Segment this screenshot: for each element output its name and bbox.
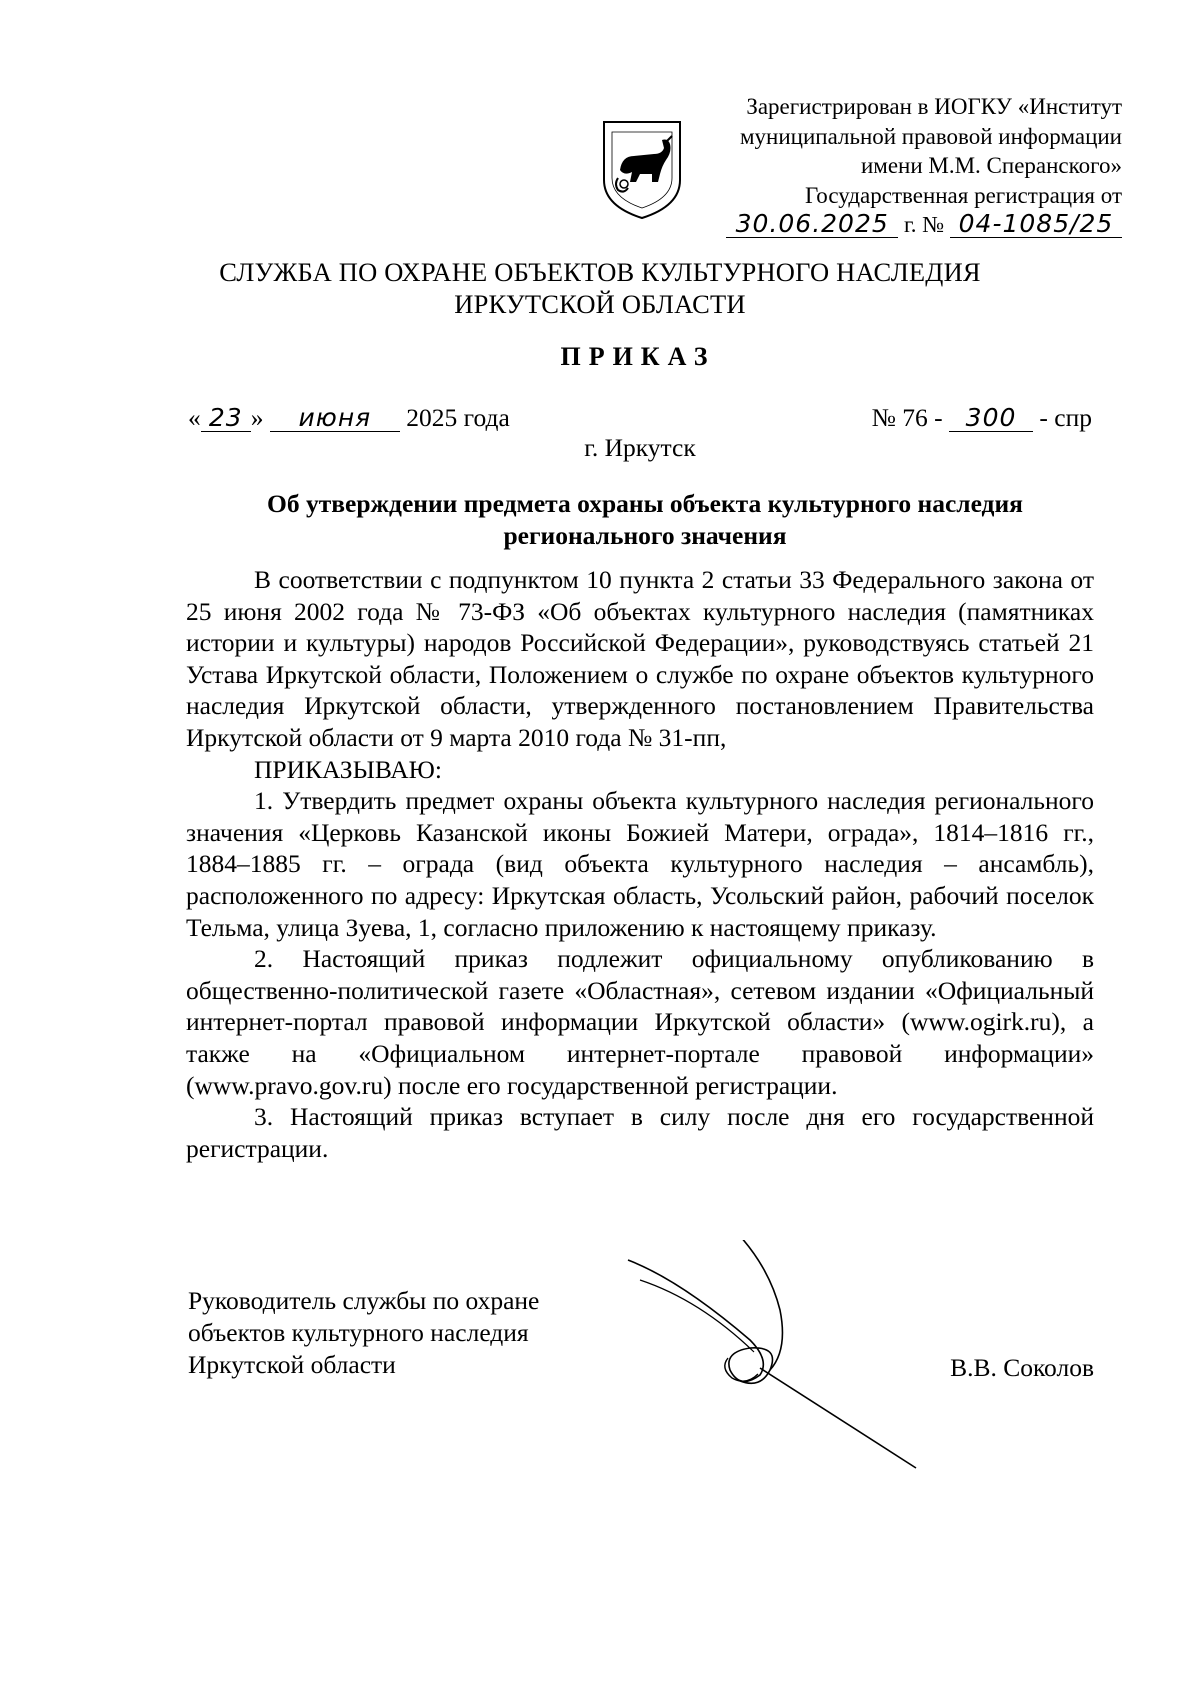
registration-date: 30.06.2025 [726, 211, 898, 238]
order-date-day: 23 [201, 405, 251, 432]
order-title: ПРИКАЗ [560, 342, 716, 371]
signer-title-line-3: Иркутской области [188, 1350, 396, 1379]
order-date [188, 403, 510, 433]
order-subject [0, 488, 1200, 552]
signer-title [188, 1285, 539, 1381]
registration-line-1: Зарегистрирован в ИОГКУ «Институт [746, 94, 1122, 119]
order-item-2: 2. Настоящий приказ подлежит официальному опубликованию в общественно-политической газете «Областная», сетевом издании «Официальный интернет-портал правовой информации Иркутской области» (www.ogirk.ru), а также на «Официальном интернет-портале правовой информации» (www.pravo.gov.ru) после его государственной регистрации. [186, 944, 1094, 1100]
order-city: г. Иркутск [584, 433, 696, 462]
signer-title-line-1: Руководитель службы по охране [188, 1286, 540, 1315]
order-subject-line-2: регионального значения [503, 521, 787, 550]
agency-name-line-2: ИРКУТСКОЙ ОБЛАСТИ [454, 289, 746, 319]
order-number-prefix: № 76 - [871, 403, 943, 432]
order-item-1: 1. Утвердить предмет охраны объекта культурного наследия регионального значения «Церковь Казанской иконы Божией Матери, ограда», 1814–1816 гг., 1884–1885 гг. – ограда (вид объекта культурного наследия – ансамбль), расположенного по адресу: Иркутская область, Усольский район, рабочий поселок Тельма, улица Зуева, 1, согласно приложению к настоящему приказу. [186, 786, 1094, 942]
order-item-3: 3. Настоящий приказ вступает в силу после дня его государственной регистрации. [186, 1102, 1094, 1163]
registration-number: 04-1085/25 [950, 211, 1122, 238]
registration-stamp [652, 92, 1122, 240]
order-number-value: 300 [949, 405, 1033, 432]
order-date-open-quote: « [188, 403, 201, 432]
handwritten-signature [620, 1240, 920, 1470]
registration-line-2: муниципальной правовой информации [739, 123, 1122, 149]
order-subject-line-1: Об утверждении предмета охраны объекта культурного наследия [267, 489, 1023, 518]
order-body [186, 564, 1094, 1164]
order-date-month: июня [270, 405, 400, 432]
order-number [872, 403, 1092, 433]
order-date-year: 2025 года [406, 403, 510, 432]
registration-number-label: г. № [903, 212, 945, 237]
registration-date-line [652, 210, 1122, 240]
order-number-suffix: - спр [1039, 403, 1092, 432]
preamble-paragraph: В соответствии с подпунктом 10 пункта 2 статьи 33 Федерального закона от 25 июня 2002 года № 73-ФЗ «Об объектах культурного наследия (памятниках истории и культуры) народов Российской Федерации», руководствуясь статьей 21 Устава Иркутской области, Положением о службе по охране объектов культурного наследия Иркутской области, утвержденного постановлением Правительства Иркутской области от 9 марта 2010 года № 31-пп, [186, 565, 1094, 752]
order-date-close-quote: » [250, 403, 264, 432]
registration-line-3: имени М.М. Сперанского» [860, 153, 1122, 178]
registration-line-4: Государственная регистрация от [805, 182, 1122, 208]
signer-name: В.В. Соколов [950, 1353, 1094, 1382]
signer-title-line-2: объектов культурного наследия [188, 1318, 529, 1347]
agency-name [0, 256, 1200, 320]
agency-name-line-1: СЛУЖБА ПО ОХРАНЕ ОБЪЕКТОВ КУЛЬТУРНОГО НАСЛЕДИЯ [219, 257, 981, 287]
decree-word: ПРИКАЗЫВАЮ: [254, 754, 442, 784]
